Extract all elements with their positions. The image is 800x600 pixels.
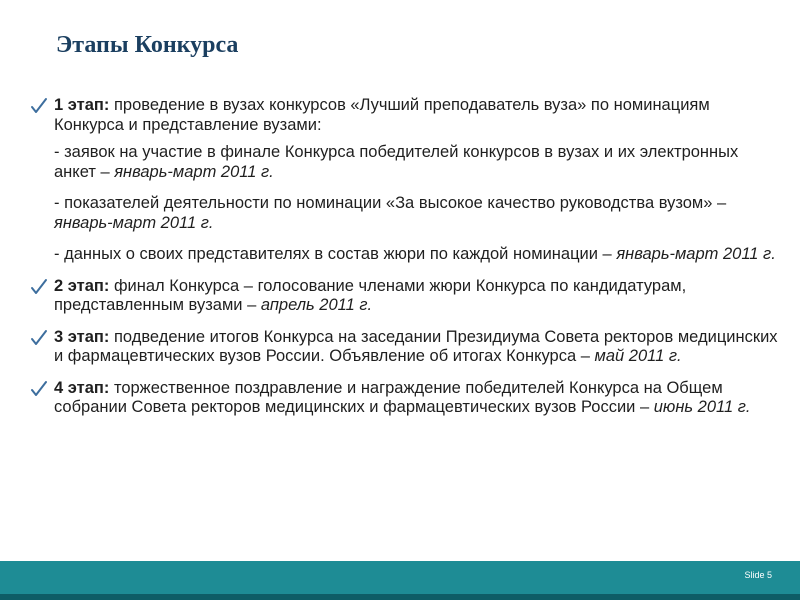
stage-date: июнь 2011 г. [653, 398, 751, 416]
stage-item [30, 379, 780, 418]
checkmark-icon [30, 329, 48, 347]
footer-bar [0, 561, 800, 594]
page-title: Этапы Конкурса [56, 32, 239, 58]
stage-subitem [30, 194, 780, 233]
subitem-text: - заявок на участие в финале Конкурса победителей конкурсов в вузах и их электронных анкет – [54, 143, 739, 181]
subitem-date: январь-март 2011 г. [616, 245, 776, 263]
stage-label: 4 этап: [54, 378, 110, 397]
checkmark-icon [30, 278, 48, 296]
stage-item [30, 277, 780, 316]
stage-date: май 2011 г. [594, 347, 682, 365]
stage-label: 3 этап: [54, 327, 110, 346]
stage-text: финал Конкурса – голосование членами жюри Конкурса по кандидатурам, представленным вузами – [54, 276, 687, 314]
stage-subitem [30, 143, 780, 182]
stages-list [30, 96, 780, 426]
subitem-text: - данных о своих представителях в состав жюри по каждой номинации – [54, 245, 617, 263]
stage-text: торжественное поздравление и награждение победителей Конкурса на Общем собрании Совета ректоров медицинских и фармацевтических вузов России – [54, 378, 723, 416]
subitem-date: январь-март 2011 г. [54, 213, 214, 232]
checkmark-icon [30, 97, 48, 115]
stage-item [30, 328, 780, 367]
subitem-date: январь-март 2011 г. [114, 162, 274, 181]
stage-item [30, 96, 780, 135]
footer-line [0, 594, 800, 600]
checkmark-icon [30, 380, 48, 398]
stage-subitem [30, 245, 780, 265]
slide-number: Slide 5 [744, 570, 772, 580]
stage-label: 1 этап: [54, 96, 110, 114]
stage-date: апрель 2011 г. [260, 296, 373, 314]
stage-text: подведение итогов Конкурса на заседании Президиума Совета ректоров медицинских и фармацевтических вузов России. Объявление об итогах Конкурса – [54, 327, 778, 365]
stage-label: 2 этап: [54, 276, 110, 295]
subitem-text: - показателей деятельности по номинации «За высокое качество руководства вузом» – [54, 194, 727, 212]
stage-text: проведение в вузах конкурсов «Лучший преподаватель вуза» по номинациям Конкурса и представление вузами: [54, 96, 710, 134]
